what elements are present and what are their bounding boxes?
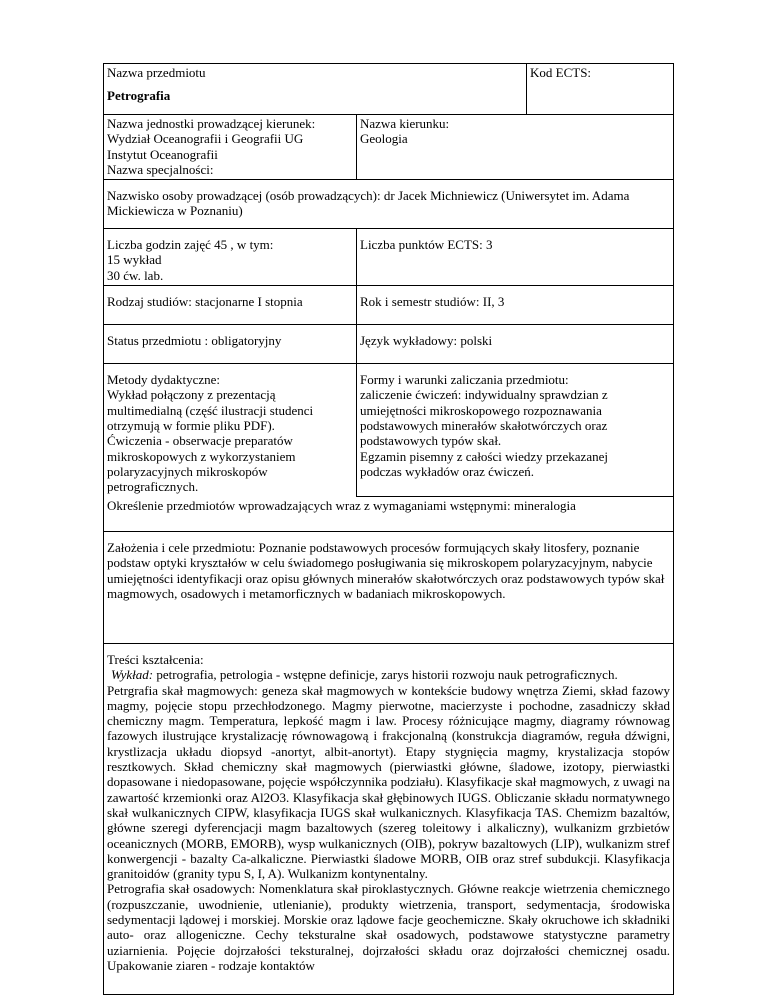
prerequisites-cell <box>104 496 674 531</box>
course-syllabus <box>103 63 673 995</box>
field-value: Geologia <box>360 131 408 147</box>
methods-line: Wykład połączony z prezentacją <box>107 387 276 403</box>
status-cell <box>104 325 357 364</box>
study-type: Rodzaj studiów: stacjonarne I stopnia <box>107 294 303 310</box>
row-status <box>104 325 674 364</box>
row-unit <box>104 115 674 180</box>
subject-name: Petrografia <box>107 88 171 104</box>
methods-line: petrograficznych. <box>107 479 199 495</box>
unit-cell <box>104 115 357 180</box>
field-label: Nazwa kierunku: <box>360 116 450 131</box>
hours-line-1: Liczba godzin zajęć 45 , w tym: <box>107 237 274 253</box>
subject-cell <box>104 64 527 115</box>
row-study-type <box>104 286 674 325</box>
ects-code-label: Kod ECTS: <box>530 65 592 80</box>
field-cell <box>357 115 674 180</box>
assessment-line: podczas wykładów oraz ćwiczeń. <box>360 463 534 479</box>
assessment-line: umiejętności mikroskopowego rozpoznawania <box>360 402 602 418</box>
content-cell <box>104 643 674 994</box>
methods-line: otrzymują w formie pliku PDF). <box>107 417 275 433</box>
language: Język wykładowy: polski <box>360 333 493 349</box>
ects-code-cell <box>527 64 674 115</box>
row-methods <box>104 364 674 497</box>
ects-points-cell <box>357 229 674 286</box>
row-lecturer <box>104 180 674 229</box>
methods-line: mikroskopowych z wykorzystaniem <box>107 448 296 464</box>
year-semester-cell <box>357 286 674 325</box>
unit-label: Nazwa jednostki prowadzącej kierunek: <box>107 116 316 131</box>
row-prerequisites <box>104 496 674 531</box>
hours-cell <box>104 229 357 286</box>
assessment-line: zaliczenie ćwiczeń: indywidualny sprawdzian z <box>360 387 608 403</box>
methods-line: multimedialną (część ilustracji studenci <box>107 402 314 418</box>
methods-line: Ćwiczenia - obserwacje preparatów <box>107 433 293 449</box>
row-hours <box>104 229 674 286</box>
status: Status przedmiotu : obligatoryjny <box>107 333 282 349</box>
unit-line-2: Instytut Oceanografii <box>107 146 218 162</box>
row-subject <box>104 64 674 115</box>
specialty-label: Nazwa specjalności: <box>107 161 214 177</box>
hours-line-3: 30 ćw. lab. <box>107 267 164 283</box>
methods-line: polaryzacyjnych mikroskopów <box>107 463 268 479</box>
row-goals <box>104 531 674 643</box>
ects-points: Liczba punktów ECTS: 3 <box>360 237 493 253</box>
igneous-paragraph: Petrgrafia skał magmowych: geneza skał magmowych w kontekście budowy wnętrza Ziemi, skład fazowy magmy, pojęcie stopu przechłodzonego. Magmy pierwotne, macierzyste i pochodne, zasadniczy skład chemiczny magm. Temperatura, lepkość magm i law. Procesy różnicujące magmy, diagramy równowag fazowych ilustrujące krystalizację równowagową i frakcjonalną (konstrukcja diagramów, reguła dźwigni, krystlizacja układu diopsyd -anortyt, albit-anortyt). Etapy stygnięcia magmy, krystalizacja stopów resztkowych. Skład chemiczny skał magmowych (pierwiastki główne, śladowe, izotopy, pierwiastki dopasowane i niedopasowane, pojęcie współczynnika podziału). Klasyfikacje skał magmowych, z uwagi na zawartość krzemionki oraz Al2O3. Klasyfikacja skał głębinowych IUGS. Obliczanie składu normatywnego skał wulkanicznych CIPW, klasyfikacja IUGS skał wulkanicznych. Klasyfikacja TAS. Chemizm bazaltów, główne szeregi dyferencjacji magm bazaltowych (szereg toleitowy i alkaliczny), wulkanizm grzbietów oceanicznych (MORB, EMORB), wysp wulkanicznych (OIB), pokryw bazaltowych (LIP), wulkanizm stref konwergencji - bazalty Ca-alkaliczne. Pierwiastki śladowe MORB, OIB oraz stref subdukcji. Klasyfikacja granitoidów (granity typu S, I, A). Wulkanizm kontynentalny. <box>107 682 671 882</box>
unit-line-1: Wydział Oceanografii i Geografii UG <box>107 131 304 147</box>
goals-cell <box>104 531 674 643</box>
assessment-line: Formy i warunki zaliczania przedmiotu: <box>360 372 569 388</box>
lecture-intro-paragraph <box>107 667 670 682</box>
assessment-line: Egzamin pisemny z całości wiedzy przekazanej <box>360 448 608 464</box>
lecturer-text: Nazwisko osoby prowadzącej (osób prowadzących): dr Jacek Michniewicz (Uniwersytet im. Adama Mickiewicza w Poznaniu) <box>107 188 630 219</box>
subject-label: Nazwa przedmiotu <box>107 65 206 80</box>
assessment-line: podstawowych minerałów skałotwórczych oraz <box>360 417 608 433</box>
assessment-line: podstawowych typów skał. <box>360 433 502 449</box>
language-cell <box>357 325 674 364</box>
methods-cell <box>104 364 357 497</box>
methods-line: Metody dydaktyczne: <box>107 372 220 388</box>
year-semester: Rok i semestr studiów: II, 3 <box>360 294 505 310</box>
assessment-cell <box>357 364 674 497</box>
content-label: Treści kształcenia: <box>107 651 204 667</box>
goals-text: Założenia i cele przedmiotu: Poznanie podstawowych procesów formujących skały litosfery, poznanie podstaw optyki kryształów w celu świadomego posługiwania się mikroskopem polaryzacyjnym, nabycie umiejętności identyfikacji oraz opisu głównych minerałów skałotwórczych oraz podstawowych typów skał magmowych, osadowych i metamorficznych w badaniach mikroskopowych. <box>107 539 665 601</box>
hours-line-2: 15 wykład <box>107 252 162 268</box>
lecturer-cell <box>104 180 674 229</box>
study-type-cell <box>104 286 357 325</box>
row-content <box>104 643 674 994</box>
sedimentary-paragraph: Petrografia skał osadowych: Nomenklatura skał piroklastycznych. Główne reakcje wietrzenia chemicznego (rozpuszczanie, uwodnienie, utlenianie), produkty wietrzenia, transport, sedymentacja, środowiska sedymentacji lądowej i morskiej. Morskie oraz lądowe facje geochemiczne. Skały okruchowe ich składniki auto- oraz allogeniczne. Cechy teksturalne skał osadowych, podstawowe statystyczne parametry uziarnienia. Pojęcie dojrzałości teksturalnej, dojrzałości składu oraz dojrzałości chemicznej osadu. Upakowanie ziaren - rodzaje kontaktów <box>107 881 671 973</box>
prerequisites: Określenie przedmiotów wprowadzających wraz z wymaganiami wstępnymi: mineralogia <box>107 497 576 513</box>
lecture-intro: petrografia, petrologia - wstępne definicje, zarys historii rozwoju nauk petrograficznych. <box>156 667 618 683</box>
syllabus-table <box>103 63 674 995</box>
lecture-label: Wykład: <box>111 667 154 683</box>
